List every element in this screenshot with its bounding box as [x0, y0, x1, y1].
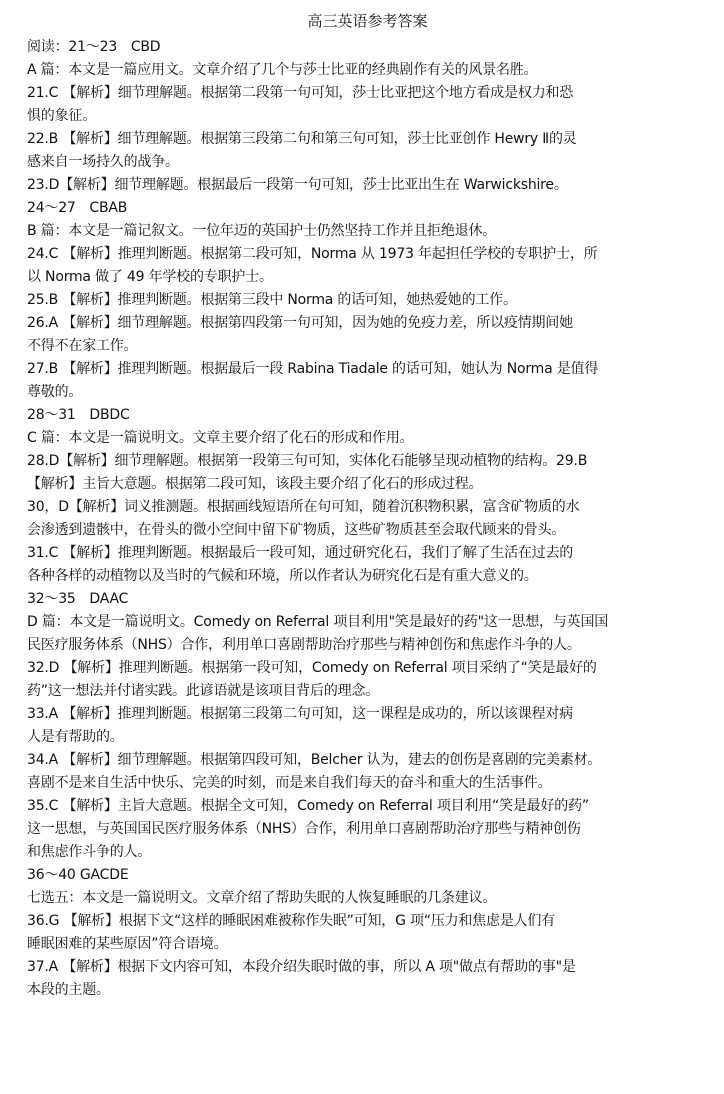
text-line: 药”这一想法并付诸实践。此谚语就是该项目背后的理念。: [27, 683, 380, 699]
text-line: 感来自一场持久的战争。: [27, 154, 179, 170]
text-line: 28～31 DBDC: [27, 407, 130, 423]
text-line: 阅读：21～23 CBD: [27, 39, 161, 55]
text-line: 26.A 【解析】细节理解题。根据第四段第一句可知，因为她的免疫力差，所以疫情期间她: [27, 315, 573, 331]
text-line: 22.B 【解析】细节理解题。根据第三段第二句和第三句可知，莎士比亚创作 Hewry Ⅱ的灵: [27, 131, 577, 147]
text-line: 37.A 【解析】根据下文内容可知，本段介绍失眠时做的事，所以 A 项"做点有帮助的事"是: [27, 959, 576, 975]
text-line: 27.B 【解析】推理判断题。根据最后一段 Rabina Tiadale 的话可知，她认为 Norma 是值得: [27, 361, 599, 377]
text-line: 21.C 【解析】细节理解题。根据第二段第一句可知，莎士比亚把这个地方看成是权力和恐: [27, 85, 574, 101]
text-line: 会渗透到遗骸中，在骨头的微小空间中留下矿物质，这些矿物质甚至会取代顾来的骨头。: [27, 522, 566, 538]
text-line: 惧的象征。: [27, 108, 96, 124]
text-line: 和焦虑作斗争的人。: [27, 844, 152, 860]
text-line: 24.C 【解析】推理判断题。根据第二段可知，Norma 从 1973 年起担任学校的专职护士，所: [27, 246, 598, 262]
text-line: 各种各样的动植物以及当时的气候和环境，所以作者认为研究化石是有重大意义的。: [27, 568, 538, 584]
text-line: 睡眠困难的某些原因”符合语境。: [27, 936, 228, 952]
text-line: 这一思想，与英国国民医疗服务体系（NHS）合作，利用单口喜剧帮助治疗那些与精神创伤: [27, 821, 581, 837]
text-line: 32.D 【解析】推理判断题。根据第一段可知，Comedy on Referral 项目采纳了“笑是最好的: [27, 660, 597, 676]
text-line: 35.C 【解析】主旨大意题。根据全文可知，Comedy on Referral 项目利用“笑是最好的药”: [27, 798, 589, 814]
text-line: 31.C 【解析】推理判断题。根据最后一段可知，通过研究化石，我们了解了生活在过去的: [27, 545, 574, 561]
text-line: 不得不在家工作。: [27, 338, 138, 354]
text-line: 34.A 【解析】细节理解题。根据第四段可知，Belcher 认为，建去的创伤是喜剧的完美素材。: [27, 752, 602, 768]
text-line: 以 Norma 做了 49 年学校的专职护士。: [27, 269, 273, 285]
text-line: A 篇：本文是一篇应用文。文章介绍了几个与莎士比亚的经典剧作有关的风景名胜。: [27, 62, 538, 78]
text-line: 30，D【解析】词义推测题。根据画线短语所在句可知，随着沉积物积累，富含矿物质的水: [27, 499, 580, 515]
text-line: 喜剧不是来自生活中快乐、完美的时刻，而是来自我们每天的奋斗和重大的生活事件。: [27, 775, 552, 791]
text-line: 【解析】主旨大意题。根据第二段可知，该段主要介绍了化石的形成过程。: [27, 476, 483, 492]
text-line: 36～40 GACDE: [27, 867, 129, 883]
text-line: 尊敬的。: [27, 384, 83, 400]
text-line: 33.A 【解析】推理判断题。根据第三段第二句可知，这一课程是成功的，所以该课程对病: [27, 706, 573, 722]
text-line: 28.D【解析】细节理解题。根据第一段第三句可知，实体化石能够呈现动植物的结构。29.B: [27, 453, 588, 469]
text-line: 本段的主题。: [27, 982, 110, 998]
text-line: 24～27 CBAB: [27, 200, 128, 216]
text-line: 25.B 【解析】推理判断题。根据第三段中 Norma 的话可知，她热爱她的工作。: [27, 292, 517, 308]
answer-text-body: [27, 36, 708, 1002]
text-line: 民医疗服务体系（NHS）合作，利用单口喜剧帮助治疗那些与精神创伤和焦虑作斗争的人。: [27, 637, 581, 653]
text-line: 32～35 DAAC: [27, 591, 129, 607]
text-line: B 篇：本文是一篇记叙文。一位年迈的英国护士仍然坚持工作并且拒绝退休。: [27, 223, 497, 239]
text-line: 人是有帮助的。: [27, 729, 124, 745]
page-title: 高三英语参考答案: [307, 12, 428, 30]
text-line: 七选五：本文是一篇说明文。文章介绍了帮助失眠的人恢复睡眠的几条建议。: [27, 890, 497, 906]
text-line: 36.G 【解析】根据下文“这样的睡眠困难被称作失眠”可知，G 项“压力和焦虑是人们有: [27, 913, 556, 929]
text-line: D 篇：本文是一篇说明文。Comedy on Referral 项目利用"笑是最好的药"这一思想，与英国国: [27, 614, 609, 630]
text-line: 23.D【解析】细节理解题。根据最后一段第一句可知，莎士比亚出生在 Warwickshire。: [27, 177, 568, 193]
text-line: C 篇：本文是一篇说明文。文章主要介绍了化石的形成和作用。: [27, 430, 414, 446]
